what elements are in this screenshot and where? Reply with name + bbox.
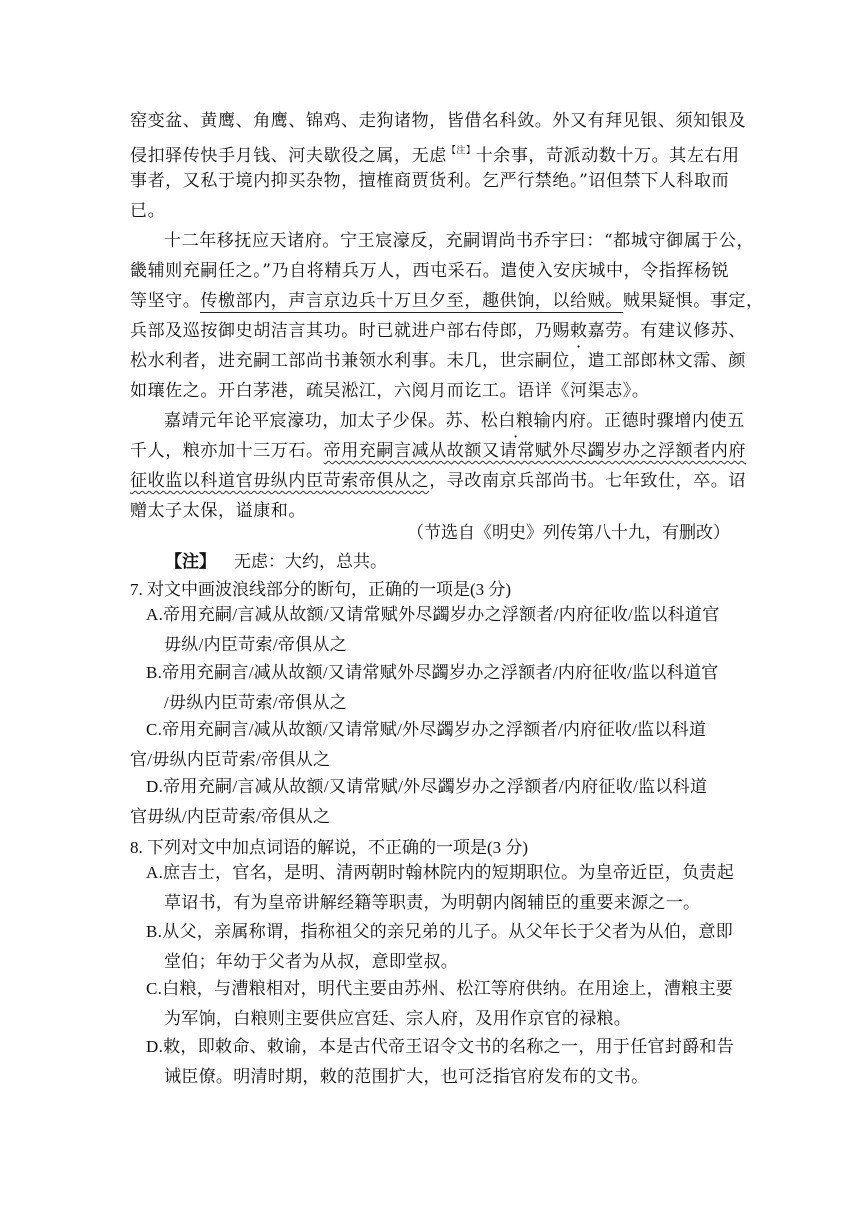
text-line: 兵部及巡按御史胡洁言其功。时已就进户部右侍郎，乃赐敕嘉劳。有建议修苏、 <box>130 321 747 341</box>
wavy-underlined-text: 征收监以科道官毋纵内臣苛索帝俱从之 <box>130 471 430 491</box>
dotted-word: 白粮 <box>498 411 534 431</box>
passage-paragraph-3 <box>130 406 747 526</box>
question-7-option-d[interactable]: D.帝用充嗣/言减从故额/又请常赋/外尽蠲岁办之浮额者/内府征收/监以科道 官毋纵/内臣苛索/帝俱从之 <box>130 777 708 826</box>
text-line: 松水利者，进充嗣工部尚书兼领水利事。未几，世宗嗣位，遣工部郎林文霈、颜 <box>130 351 746 371</box>
text-line: 畿辅则充嗣任之。”乃自将精兵万人，西屯采石。遣使入安庆城中，令指挥杨锐 <box>130 261 730 281</box>
text-line: 事者，又私于境内抑买杂物，擅榷商贾货利。乞严行禁绝。”诏但禁下人科取而 <box>130 171 730 191</box>
text-line: 侵扣驿传快手月钱、河夫歇役之属，无虑$^{【注】}$十余事，苛派动数十万。其左右用 <box>130 146 740 166</box>
note-tag: 【注】 <box>165 552 216 572</box>
dotted-word: 敕 <box>570 321 588 341</box>
passage-paragraph-2 <box>130 226 764 406</box>
note-text: 无虑：大约，总共。 <box>234 552 387 572</box>
solid-underlined-sentence: 传檄部内，声言京边兵十万旦夕至，趣供饷，以给贼。 <box>200 291 623 311</box>
text-line: 窑变盆、黄鹰、角鹰、锦鸡、走狗诸物，皆借名科敛。外又有拜见银、须知银及 <box>130 111 746 131</box>
question-7-option-a[interactable]: A.帝用充嗣/言减从故额/又请常赋外尽蠲岁办之浮额者/内府征收/监以科道官 毋纵/内臣苛索/帝俱从之 <box>146 605 720 654</box>
text-line: 千人，粮亦加十三万石。帝用充嗣言减从故额又请常赋外尽蠲岁办之浮额者内府 <box>130 441 747 461</box>
source-citation: （节选自《明史》列传第八十九，有删改） <box>407 523 730 543</box>
text-line: 十二年移抚应天诸府。宁王宸濠反，充嗣谓尚书乔宇曰：“都城守御属于公， <box>164 231 755 251</box>
wavy-underlined-text: 帝用充嗣言减从故额又请常赋外尽蠲岁办之浮额者内府 <box>323 441 747 461</box>
question-8-option-b[interactable]: B.从父，亲属称谓，指称祖父的亲兄弟的儿子。从父年长于父者为从伯，意即 堂伯；年幼于父者为从叔，意即堂叔。 <box>146 922 734 971</box>
question-7-stem: 7. 对文中画波浪线部分的断句，正确的一项是(3 分) <box>130 580 512 599</box>
passage-paragraph-1 <box>130 106 746 226</box>
text-line: 赠太子太保，谥康和。 <box>130 501 306 521</box>
text-line: 征收监以科道官毋纵内臣苛索帝俱从之，寻改南京兵部尚书。七年致仕，卒。诏 <box>130 471 747 491</box>
question-8-stem: 8. 下列对文中加点词语的解说，不正确的一项是(3 分) <box>130 838 529 857</box>
question-8-option-c[interactable]: C.白粮，与漕粮相对，明代主要由苏州、松江等府供纳。在用途上，漕粮主要 为军饷，白粮则主要供应宫廷、宗人府，及用作京官的禄粮。 <box>146 979 734 1028</box>
text-line: 已。 <box>130 201 166 221</box>
text-line: 等坚守。传檄部内，声言京边兵十万旦夕至，趣供饷，以给贼。贼果疑惧。事定， <box>130 291 764 311</box>
question-8-option-a[interactable]: A.庶吉士，官名，是明、清两朝时翰林院内的短期职位。为皇帝近臣，负责起 草诏书，有为皇帝讲解经籍等职责，为明朝内阁辅臣的重要来源之一。 <box>146 863 735 912</box>
text-line: 如瓖佐之。开白茅港，疏吴淞江，六阅月而讫工。语详《河渠志》。 <box>130 381 650 401</box>
footnote-marker: 【注】 <box>446 146 476 156</box>
text-line: 嘉靖元年论平宸濠功，加太子少保。苏、松白粮输内府。正德时骤增内使五 <box>164 411 745 431</box>
question-7-option-b[interactable]: B.帝用充嗣言/减从故额/又请常赋外尽蠲岁办之浮额者/内府征收/监以科道官 /毋纵内臣苛索/帝俱从之 <box>146 663 719 712</box>
question-7-option-c[interactable]: C.帝用充嗣言/减从故额/又请常赋/外尽蠲岁办之浮额者/内府征收/监以科道 官/毋纵内臣苛索/帝俱从之 <box>130 720 707 769</box>
question-8-option-d[interactable]: D.敕，即敕命、敕谕，本是古代帝王诏令文书的名称之一，用于任官封爵和告 诫臣僚。明清时期，敕的范围扩大，也可泛指官府发布的文书。 <box>146 1037 735 1086</box>
footnote <box>165 547 387 572</box>
